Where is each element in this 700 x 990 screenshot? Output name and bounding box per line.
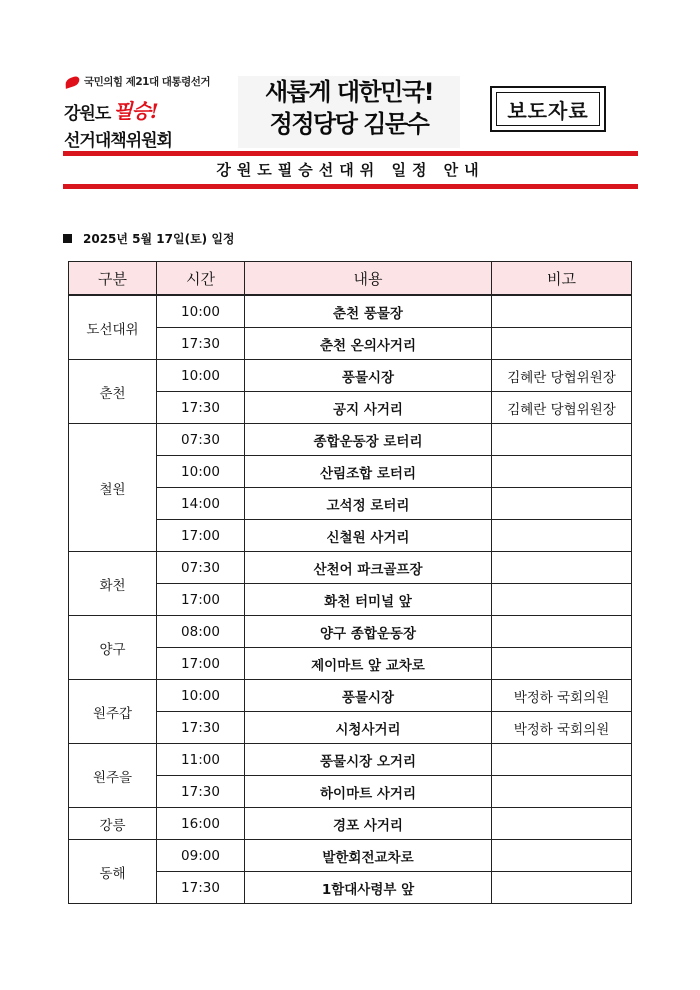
column-header-time: 시간 xyxy=(157,262,245,296)
time-cell: 17:30 xyxy=(157,776,245,808)
time-cell: 17:00 xyxy=(157,584,245,616)
square-bullet-icon xyxy=(63,234,72,243)
note-cell: 김혜란 당협위원장 xyxy=(492,392,632,424)
content-cell: 제이마트 앞 교차로 xyxy=(245,648,492,680)
time-cell: 08:00 xyxy=(157,616,245,648)
content-cell: 종합운동장 로터리 xyxy=(245,424,492,456)
note-cell: 김혜란 당협위원장 xyxy=(492,360,632,392)
note-cell xyxy=(492,776,632,808)
pilseung-label: 필승! xyxy=(113,99,158,123)
time-cell: 07:30 xyxy=(157,424,245,456)
content-cell: 산천어 파크골프장 xyxy=(245,552,492,584)
schedule-date xyxy=(63,230,235,247)
content-cell: 고석정 로터리 xyxy=(245,488,492,520)
note-cell xyxy=(492,456,632,488)
table-row xyxy=(69,552,632,584)
content-cell: 산림조합 로터리 xyxy=(245,456,492,488)
region-cell: 화천 xyxy=(69,552,157,616)
time-cell: 10:00 xyxy=(157,680,245,712)
content-cell: 공지 사거리 xyxy=(245,392,492,424)
table-row xyxy=(69,424,632,456)
banner-top-rule xyxy=(63,151,638,156)
banner-title: 강원도필승선대위 일정 안내 xyxy=(216,161,485,179)
content-cell: 화천 터미널 앞 xyxy=(245,584,492,616)
slogan-line-1: 새롭게 대한민국! xyxy=(264,78,434,106)
time-cell: 10:00 xyxy=(157,295,245,328)
note-cell xyxy=(492,424,632,456)
region-cell: 도선대위 xyxy=(69,295,157,360)
time-cell: 09:00 xyxy=(157,840,245,872)
time-cell: 17:30 xyxy=(157,392,245,424)
time-cell: 17:00 xyxy=(157,648,245,680)
time-cell: 10:00 xyxy=(157,456,245,488)
content-cell: 하이마트 사거리 xyxy=(245,776,492,808)
party-election-label: 국민의힘 제21대 대통령선거 xyxy=(84,76,210,88)
note-cell: 박정하 국회의원 xyxy=(492,680,632,712)
content-cell: 풍물시장 xyxy=(245,360,492,392)
party-flame-icon xyxy=(65,75,79,89)
slogan-line-2: 정정당당 김문수 xyxy=(269,110,429,138)
press-release-badge xyxy=(490,86,606,132)
region-cell: 원주갑 xyxy=(69,680,157,744)
time-cell: 17:30 xyxy=(157,872,245,904)
content-cell: 춘천 풍물장 xyxy=(245,295,492,328)
press-release-label: 보도자료 xyxy=(496,92,600,126)
region-cell: 동해 xyxy=(69,840,157,904)
note-cell xyxy=(492,552,632,584)
column-header-category: 구분 xyxy=(69,262,157,296)
note-cell xyxy=(492,616,632,648)
table-row xyxy=(69,840,632,872)
time-cell: 17:30 xyxy=(157,712,245,744)
note-cell xyxy=(492,840,632,872)
region-cell: 양구 xyxy=(69,616,157,680)
time-cell: 07:30 xyxy=(157,552,245,584)
content-cell: 1함대사령부 앞 xyxy=(245,872,492,904)
time-cell: 17:30 xyxy=(157,328,245,360)
time-cell: 11:00 xyxy=(157,744,245,776)
table-row xyxy=(69,360,632,392)
campaign-slogan xyxy=(238,76,460,148)
table-row xyxy=(69,616,632,648)
note-cell xyxy=(492,744,632,776)
content-cell: 경포 사거리 xyxy=(245,808,492,840)
schedule-date-text: 2025년 5월 17일(토) 일정 xyxy=(83,232,235,246)
time-cell: 10:00 xyxy=(157,360,245,392)
region-label: 강원도 xyxy=(64,104,111,124)
content-cell: 양구 종합운동장 xyxy=(245,616,492,648)
region-cell: 철원 xyxy=(69,424,157,552)
column-header-content: 내용 xyxy=(245,262,492,296)
content-cell: 풍물시장 오거리 xyxy=(245,744,492,776)
time-cell: 14:00 xyxy=(157,488,245,520)
schedule-table-body xyxy=(69,295,632,904)
table-header-row xyxy=(69,262,632,296)
note-cell xyxy=(492,488,632,520)
party-logo xyxy=(64,74,239,151)
note-cell xyxy=(492,520,632,552)
table-row xyxy=(69,744,632,776)
content-cell: 신철원 사거리 xyxy=(245,520,492,552)
content-cell: 발한회전교차로 xyxy=(245,840,492,872)
region-cell: 원주을 xyxy=(69,744,157,808)
committee-label: 선거대책위원회 xyxy=(64,131,172,151)
column-header-note: 비고 xyxy=(492,262,632,296)
note-cell xyxy=(492,328,632,360)
note-cell xyxy=(492,295,632,328)
note-cell xyxy=(492,648,632,680)
banner-bottom-rule xyxy=(63,184,638,189)
region-cell: 춘천 xyxy=(69,360,157,424)
content-cell: 풍물시장 xyxy=(245,680,492,712)
note-cell xyxy=(492,808,632,840)
note-cell xyxy=(492,584,632,616)
schedule-table xyxy=(68,261,632,904)
table-row xyxy=(69,295,632,328)
note-cell xyxy=(492,872,632,904)
time-cell: 16:00 xyxy=(157,808,245,840)
table-row xyxy=(69,680,632,712)
note-cell: 박정하 국회의원 xyxy=(492,712,632,744)
region-cell: 강릉 xyxy=(69,808,157,840)
content-cell: 춘천 온의사거리 xyxy=(245,328,492,360)
content-cell: 시청사거리 xyxy=(245,712,492,744)
table-row xyxy=(69,808,632,840)
time-cell: 17:00 xyxy=(157,520,245,552)
